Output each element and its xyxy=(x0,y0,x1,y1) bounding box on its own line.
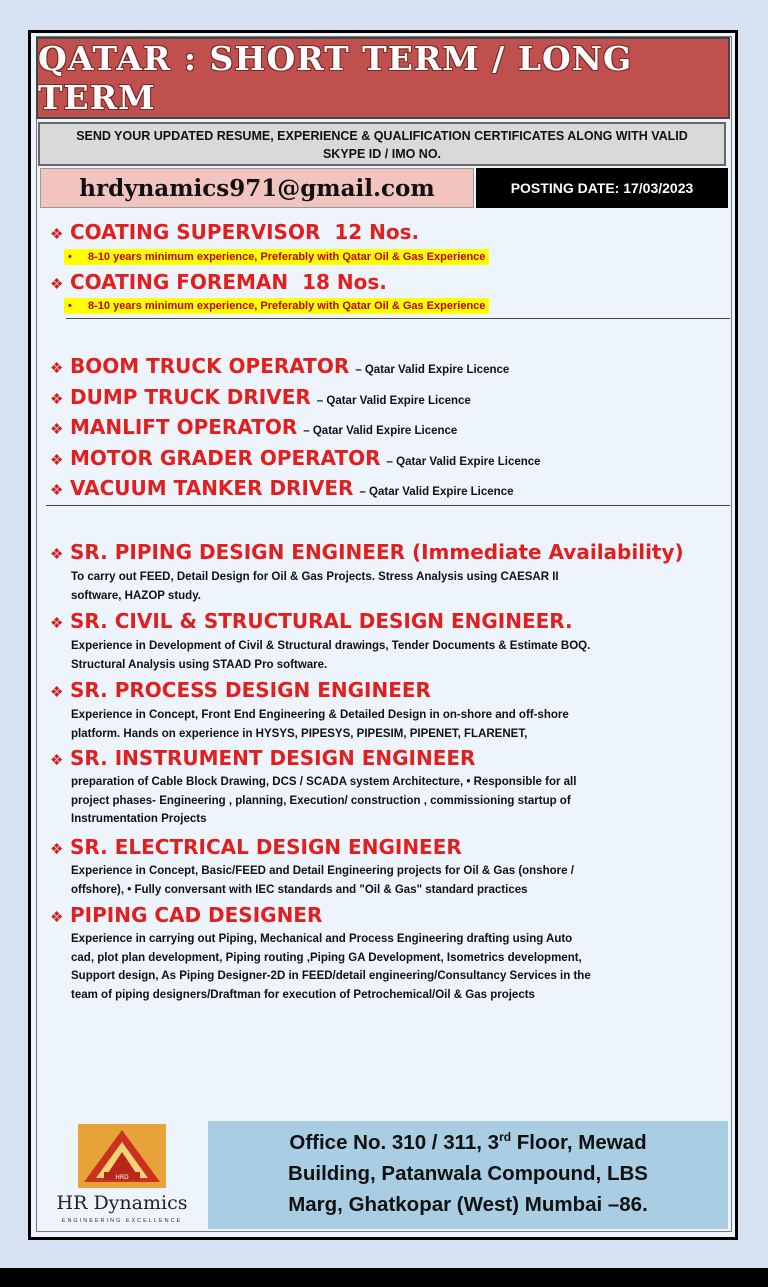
title-banner xyxy=(36,37,730,119)
diamond-bullet-icon: ❖ xyxy=(50,482,64,499)
job-note: • 8-10 years minimum experience, Preferably with Qatar Oil & Gas Experience xyxy=(64,249,489,265)
job-sr-instrument-design-engineer: ❖ SR. INSTRUMENT DESIGN ENGINEER xyxy=(50,746,476,770)
diamond-bullet-icon: ❖ xyxy=(50,452,64,469)
job-description: Experience in Development of Civil & Structural drawings, Tender Documents & Estimate BOQ. Structural Analysis using STAAD Pro software. xyxy=(71,640,591,671)
diamond-bullet-icon: ❖ xyxy=(50,615,64,632)
diamond-bullet-icon: ❖ xyxy=(50,909,64,926)
job-coating-foreman: ❖ COATING FOREMAN 18 Nos. xyxy=(50,270,387,294)
job-note: • 8-10 years minimum experience, Preferably with Qatar Oil & Gas Experience xyxy=(64,298,489,314)
job-motor-grader-operator: ❖ MOTOR GRADER OPERATOR – Qatar Valid Expire Licence xyxy=(50,446,541,470)
job-vacuum-tanker-driver: ❖ VACUUM TANKER DRIVER – Qatar Valid Expire Licence xyxy=(50,476,514,500)
bottom-bar xyxy=(0,1268,768,1287)
job-description: preparation of Cable Block Drawing, DCS / SCADA system Architecture, • Responsible for all project phases- Engineering , planning, Execution/ construction , commissioning startup of Instrumentation Projects xyxy=(71,776,577,825)
job-boom-truck-operator: ❖ BOOM TRUCK OPERATOR – Qatar Valid Expire Licence xyxy=(50,354,510,378)
job-sr-process-design-engineer: ❖ SR. PROCESS DESIGN ENGINEER xyxy=(50,678,431,702)
company-name: HR Dynamics xyxy=(56,1192,188,1214)
email-box xyxy=(40,168,474,208)
send-line-2: SKYPE ID / IMO NO. xyxy=(322,147,442,161)
diamond-bullet-icon: ❖ xyxy=(50,752,64,769)
job-description: Experience in Concept, Front End Engineering & Detailed Design in on-shore and off-shore platform. Hands on experience in HYSYS, PIPESYS, PIPESIM, PIPENET, FLARENET, xyxy=(71,709,569,740)
diamond-bullet-icon: ❖ xyxy=(50,391,64,408)
company-tagline: ENGINEERING EXCELLENCE xyxy=(61,1218,183,1224)
send-instructions xyxy=(38,122,726,166)
flyer-inner-border xyxy=(36,36,732,1232)
section-divider xyxy=(66,318,730,319)
job-description: Experience in Concept, Basic/FEED and Detail Engineering projects for Oil & Gas (onshore / offshore), • Fully conversant with IEC standards and "Oil & Gas" standard practices xyxy=(71,865,574,896)
diamond-bullet-icon: ❖ xyxy=(50,421,64,438)
section-divider xyxy=(46,505,730,506)
job-piping-cad-designer: ❖ PIPING CAD DESIGNER xyxy=(50,903,323,927)
office-line-3: Marg, Ghatkopar (West) Mumbai –86. xyxy=(288,1193,648,1216)
office-line-2: Building, Patanwala Compound, LBS xyxy=(288,1162,648,1185)
job-description: Experience in carrying out Piping, Mechanical and Process Engineering drafting using Auto cad, plot plan development, Piping routing ,Piping GA Development, Isometrics development, Support design, As Piping Designer-2D in FEED/detail engineering/Consultancy Services in the team of piping designers/Draftman for execution of Petrochemical/Oil & Gas projects xyxy=(71,933,591,1001)
logo-mark-text: HRD xyxy=(115,1174,129,1181)
diamond-bullet-icon: ❖ xyxy=(50,546,64,563)
posting-date: POSTING DATE: 17/03/2023 xyxy=(510,180,694,196)
diamond-bullet-icon: ❖ xyxy=(50,226,64,243)
email-address[interactable]: hrdynamics971@gmail.com xyxy=(79,174,435,202)
job-sr-electrical-design-engineer: ❖ SR. ELECTRICAL DESIGN ENGINEER xyxy=(50,835,462,859)
job-manlift-operator: ❖ MANLIFT OPERATOR – Qatar Valid Expire Licence xyxy=(50,415,458,439)
job-dump-truck-driver: ❖ DUMP TRUCK DRIVER – Qatar Valid Expire Licence xyxy=(50,385,471,409)
diamond-bullet-icon: ❖ xyxy=(50,360,64,377)
job-sr-piping-design-engineer: ❖ SR. PIPING DESIGN ENGINEER (Immediate Availability) xyxy=(50,540,684,564)
diamond-bullet-icon: ❖ xyxy=(50,684,64,701)
diamond-bullet-icon: ❖ xyxy=(50,276,64,293)
send-line-1: SEND YOUR UPDATED RESUME, EXPERIENCE & QUALIFICATION CERTIFICATES ALONG WITH VALID xyxy=(76,129,688,143)
job-description: To carry out FEED, Detail Design for Oil & Gas Projects. Stress Analysis using CAESAR II software, HAZOP study. xyxy=(71,571,559,602)
page-title: QATAR : SHORT TERM / LONG TERM xyxy=(38,39,633,117)
office-address xyxy=(208,1121,728,1229)
job-sr-civil-structural-design-engineer: ❖ SR. CIVIL & STRUCTURAL DESIGN ENGINEER. xyxy=(50,609,573,633)
job-coating-supervisor: ❖ COATING SUPERVISOR 12 Nos. xyxy=(50,220,420,244)
diamond-bullet-icon: ❖ xyxy=(50,841,64,858)
office-line-1: Office No. 310 / 311, 3rd Floor, Mewad xyxy=(289,1130,647,1154)
posting-date-box xyxy=(476,168,728,208)
